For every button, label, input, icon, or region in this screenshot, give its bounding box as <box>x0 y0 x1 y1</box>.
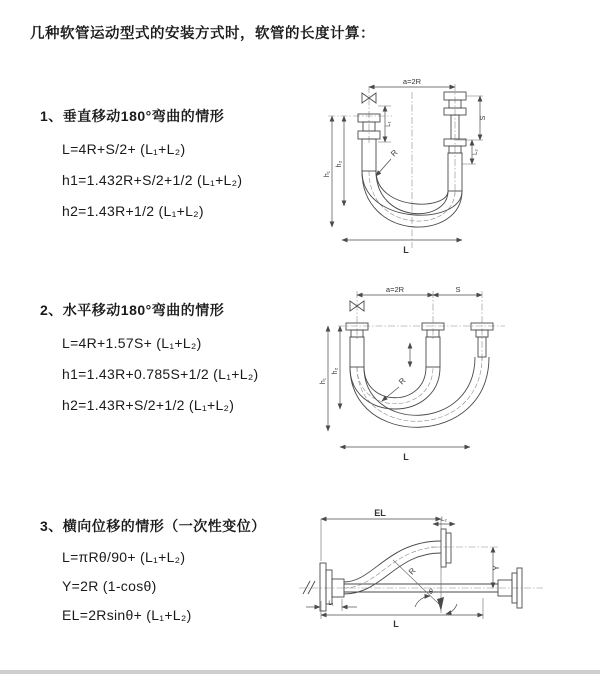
dim-label-l1: L₁ <box>328 601 334 607</box>
dimension-y <box>492 547 501 588</box>
dim-label-h1: h₁ <box>320 377 327 385</box>
radius-callout <box>376 148 400 176</box>
upper-flange-displaced <box>441 529 451 567</box>
section-3-formulas <box>62 549 320 623</box>
dim-label-el: EL <box>374 508 386 518</box>
braided-hose-section <box>362 139 376 171</box>
pipe-break-marks <box>303 581 315 594</box>
dimension-l2 <box>472 140 479 164</box>
dimension-h1 <box>324 116 332 227</box>
dim-label-l2: L₂ <box>441 517 447 523</box>
dimension-a2r <box>357 285 433 295</box>
s-curve-hose-displaced <box>344 541 441 594</box>
dim-label-a2r: a=2R <box>385 285 405 294</box>
page-bottom-edge <box>0 670 600 674</box>
dimension-h2 <box>332 326 340 409</box>
braided-hose-section <box>350 337 364 367</box>
formula-line: h1=1.43R+0.785S+1/2 (L₁+L₂) <box>62 366 259 382</box>
formula-line: L=πRθ/90+ (L₁+L₂) <box>62 549 186 565</box>
centerlines <box>328 84 455 248</box>
dimension-l-bottom <box>342 240 462 255</box>
dim-label-r: R <box>406 566 418 577</box>
formula-line: EL=2Rsinθ+ (L₁+L₂) <box>62 607 192 623</box>
dim-label-l1: L₁ <box>386 121 392 127</box>
dim-label-r: R <box>397 376 408 387</box>
dim-label-h2: h₂ <box>336 160 343 168</box>
diagram-lateral-displacement <box>293 503 555 651</box>
dim-label-l: L <box>403 245 409 255</box>
angle-vertex-marker <box>437 597 444 611</box>
formula-line: h2=1.43R+S/2+1/2 (L₁+L₂) <box>62 397 235 413</box>
section-lateral-displacement <box>40 516 320 623</box>
dimension-l1 <box>306 599 357 611</box>
section-horizontal-movement <box>40 300 320 413</box>
moved-pipe-flange <box>471 323 493 357</box>
dim-label-l: L <box>393 619 399 629</box>
dim-label-h2: h₂ <box>332 367 339 375</box>
diagram-horizontal-180-bend <box>310 281 542 465</box>
page-title: 几种软管运动型式的安装方式时，软管的长度计算： <box>30 26 375 42</box>
braided-hose-section <box>426 337 440 367</box>
dimension-l-bottom <box>340 447 470 462</box>
dimension-h1 <box>320 326 328 431</box>
dimension-l-bottom <box>321 598 483 629</box>
radius-callout <box>382 376 408 401</box>
section-2-heading: 2、水平移动180°弯曲的情形 <box>40 302 225 318</box>
dimension-a2r <box>369 77 455 87</box>
dim-label-l2: L₂ <box>473 149 479 155</box>
section-vertical-movement <box>40 106 320 219</box>
centerlines <box>299 547 543 588</box>
formula-line: h2=1.43R+1/2 (L₁+L₂) <box>62 203 204 219</box>
dim-label-theta: θ <box>429 589 433 596</box>
dim-label-l: L <box>403 452 409 462</box>
u-bend-hose-arcs <box>350 357 489 427</box>
formula-line: h1=1.432R+S/2+1/2 (L₁+L₂) <box>62 172 243 188</box>
diagram-vertical-180-bend <box>312 74 527 258</box>
formula-line: Y=2R (1-cosθ) <box>62 578 157 594</box>
dim-label-a2r: a=2R <box>402 77 422 86</box>
dim-label-s: S <box>455 285 461 294</box>
dimension-s <box>433 285 482 295</box>
section-3-heading: 3、横向位移的情形（一次性变位） <box>40 518 266 534</box>
dim-label-h1: h₁ <box>324 170 331 178</box>
dim-label-r: R <box>389 148 400 159</box>
middle-pipe-flange <box>422 323 444 367</box>
dimension-el <box>321 508 441 561</box>
section-2-formulas <box>62 335 320 413</box>
dim-label-y: Y <box>492 565 501 571</box>
dimension-h2 <box>336 116 344 206</box>
formula-line: L=4R+1.57S+ (L₁+L₂) <box>62 335 202 351</box>
dimension-l2 <box>433 517 455 524</box>
section-1-formulas <box>62 141 320 219</box>
left-pipe-flange <box>346 323 368 367</box>
section-1-heading: 1、垂直移动180°弯曲的情形 <box>40 108 225 124</box>
dim-label-s: S <box>480 115 487 121</box>
formula-line: L=4R+S/2+ (L₁+L₂) <box>62 141 186 157</box>
